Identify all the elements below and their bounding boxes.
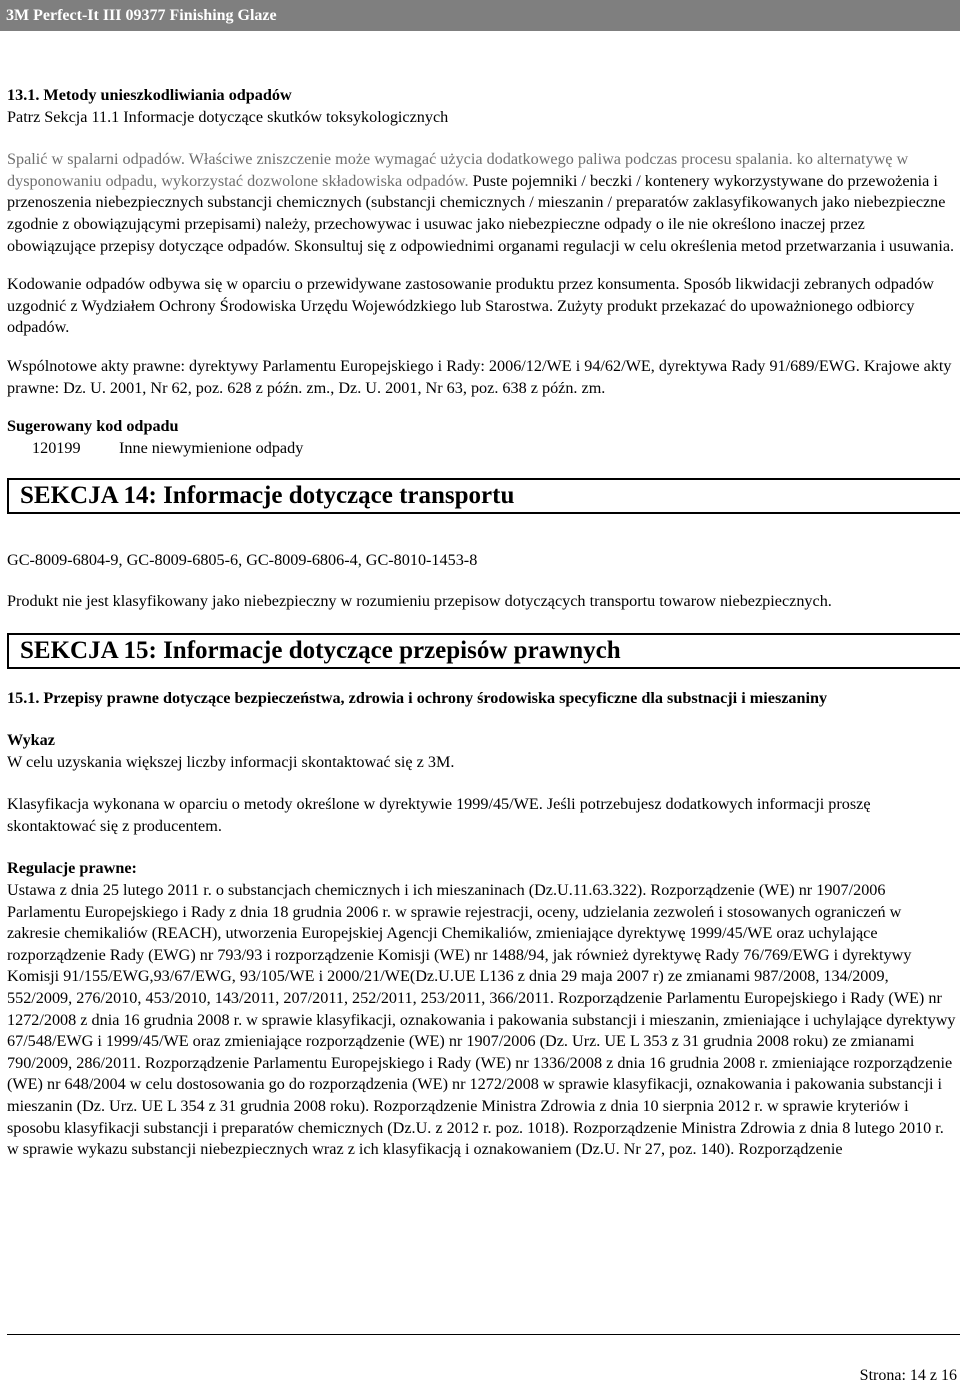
document-title: 3M Perfect-It III 09377 Finishing Glaze (6, 7, 277, 24)
wykaz-text: W celu uzyskania większej liczby informacji skontaktować się z 3M. (7, 752, 455, 771)
heading-13-1: 13.1. Metody unieszkodliwiania odpadów (7, 86, 292, 104)
footer-divider (7, 1334, 960, 1335)
waste-code-row (7, 438, 957, 460)
document-body (7, 85, 957, 1161)
wykaz-heading: Wykaz (7, 731, 55, 750)
disposal-paragraph-faded: Spalić w spalarni odpadów. Właściwe zniszczenie może wymagać użycia dodatkowego paliwa podczas procesu spalania. ko alternatywę w dysponowaniu odpadu, wykorzystać dozwolone składowiska odpadów. (7, 150, 909, 190)
waste-code-description: Inne niewymienione odpady (119, 438, 304, 457)
page-number: Strona: 14 z 16 (859, 1367, 957, 1384)
see-reference: Patrz Sekcja 11.1 Informacje dotyczące skutków toksykologicznych (7, 107, 449, 126)
classification-text: Klasyfikacja wykonana w oparciu o metody określone w dyrektywie 1999/45/WE. Jeśli potrzebujesz dodatkowych informacji proszę skontaktować się z producentem. (7, 795, 871, 835)
product-codes: GC-8009-6804-9, GC-8009-6805-6, GC-8009-6806-4, GC-8010-1453-8 (7, 551, 478, 570)
section-15-title: SEKCJA 15: Informacje dotyczące przepisów prawnych (7, 633, 960, 669)
heading-15-1: 15.1. Przepisy prawne dotyczące bezpieczeństwa, zdrowia i ochrony środowiska specyficzne dla substnacji i mieszaniny (7, 688, 828, 707)
legal-acts-paragraph: Wspólnotowe akty prawne: dyrektywy Parlamentu Europejskiego i Rady: 2006/12/WE i 94/62/WE, dyrektywa Rady 91/689/EWG. Krajowe akty prawne: Dz. U. 2001, Nr 62, poz. 628 z późn. zm., Dz. U. 2001, Nr 63, poz. 638 z późn. zm. (7, 356, 952, 397)
waste-code: 120199 (32, 438, 81, 457)
section-14-title: SEKCJA 14: Informacje dotyczące transportu (7, 478, 960, 514)
regulations-text: Ustawa z dnia 25 lutego 2011 r. o substancjach chemicznych i ich mieszaninach (Dz.U.11.63.322). Rozporządzenie (WE) nr 1907/2006 Parlamentu Europejskiego i Rady z dnia 18 grudnia 2006 r. w sprawie rejestracji, oceny, udzielania zezwoleń i stosowanych ograniczeń w zakresie chemikaliów (REACH), utworzenia Europejskiej Agencji Chemikaliów, zmieniające dyrektywę 1999/45/WE oraz uchylające rozporządzenie Rady (EWG) nr 793/93 i rozporządzenie Komisji (WE) nr 1488/94, jak również dyrektywę Rady 76/769/EWG i dyrektywy Komisji 91/155/EWG,93/67/EWG, 93/105/WE i 2000/21/WE(Dz.U.UE L136 z dnia 29 maja 2007 r) ze zmianami 987/2008, 134/2009, 552/2009, 276/2010, 453/2010, 143/2011, 207/2011, 252/2011, 253/2011, 366/2011. Rozporządzenie Parlamentu Europejskiego i Rady (WE) nr 1272/2008 z dnia 16 grudnia 2008 r. w sprawie klasyfikacji, oznakowania i pakowania substancji i mieszanin, zmieniające i uchylające dyrektywy 67/548/EWG i 1999/45/WE oraz zmieniające rozporządzenie (WE) nr 1907/2006 (Dz. Urz. UE L 353 z 31 grudnia 2008 roku) ze zmianami 790/2009, 286/2011. Rozporządzenie Parlamentu Europejskiego i Rady (WE) nr 1336/2008 z dnia 16 grudnia 2008 r. zmieniające rozporządzenie (WE) nr 648/2004 w celu dostosowania go do rozporządzenia (WE) nr 1272/2008 w sprawie klasyfikacji, oznakowania i pakowania substancji i mieszanin (Dz. Urz. UE L 354 z 31 grudnia 2008 roku). Rozporządzenie Ministra Zdrowia z dnia 10 sierpnia 2012 r. w sprawie kryteriów i sposobu klasyfikacji substancji i preparatów chemicznych (Dz.U. z 2012 r. poz. 1018). Rozporządzenie Ministra Zdrowia z dnia 8 lutego 2010 r. w sprawie wykazu substancji niebezpiecznych wraz z ich klasyfikacją i oznakowaniem (Dz.U. Nr 27, poz. 140). Rozporządzenie (7, 881, 956, 1159)
waste-coding-paragraph: Kodowanie odpadów odbywa się w oparciu o przewidywane zastosowanie produktu przez konsumenta. Sposób likwidacji zebranych odpadów uzgodnić z Wydziałem Ochrony Środowiska Urzędu Wojewódzkiego lub Starostwa. Zużyty produkt przekazać do upoważnionego odbiorcy odpadów. (7, 275, 934, 337)
transport-classification-text: Produkt nie jest klasyfikowany jako niebezpieczny w rozumieniu przepisow dotyczących transportu towarow niebezpiecznych. (7, 591, 832, 610)
regulations-heading: Regulacje prawne: (7, 859, 137, 878)
document-header-bar (0, 0, 960, 31)
disposal-paragraph (7, 149, 957, 257)
disposal-paragraph-main: Puste pojemniki / beczki / kontenery wykorzystywane do przewożenia i przenoszenia niebezpiecznych substancji chemicznych (substancji chemicznych / mieszanin / preparatów zaklasyfikowanych jako niebezpieczne zgodnie z obowiązującymi przepisami) należy, przechowywac i usuwac jako niebezpieczne odpady o ile nie określono inaczej przez obowiązujące przepisy dotyczące odpadów. Skonsultuj się z odpowiednimi organami regulacji w celu określenia metod przetwarzania i usuwania. (7, 171, 955, 255)
waste-code-heading: Sugerowany kod odpadu (7, 417, 179, 436)
